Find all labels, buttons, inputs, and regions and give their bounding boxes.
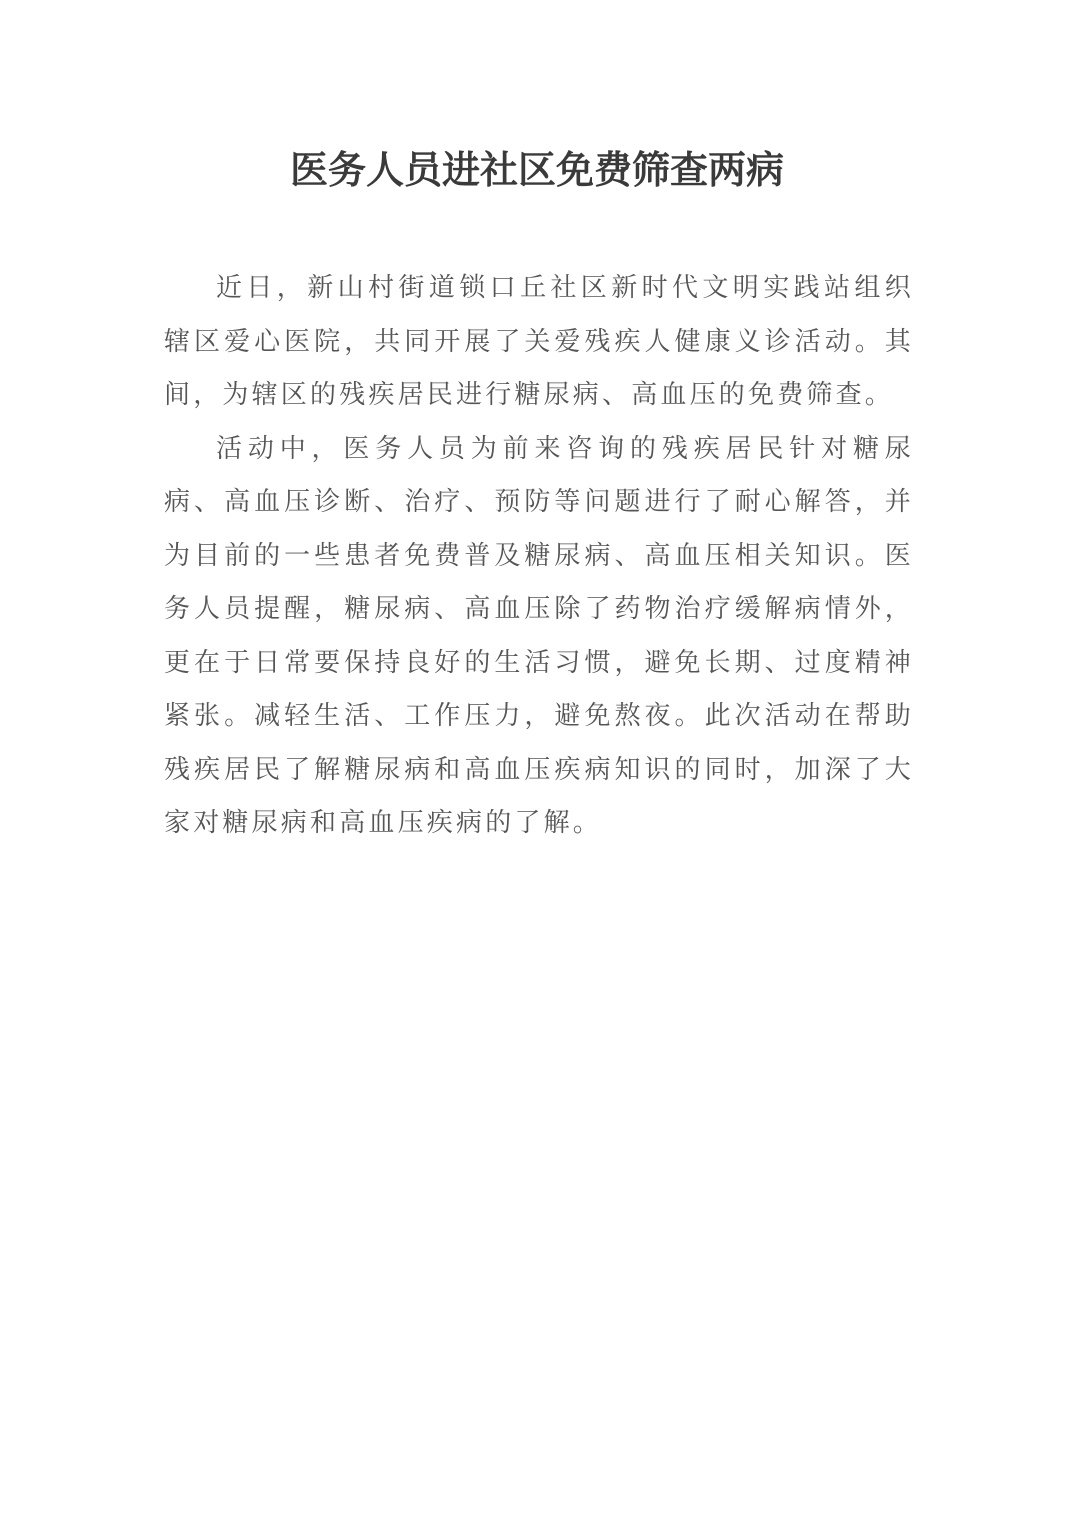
paragraph-1: 近日，新山村街道锁口丘社区新时代文明实践站组织辖区爱心医院，共同开展了关爱残疾人健康义诊活动。其间，为辖区的残疾居民进行糖尿病、高血压的免费筛查。 — [164, 273, 914, 410]
paragraph-2: 活动中，医务人员为前来咨询的残疾居民针对糖尿病、高血压诊断、治疗、预防等问题进行了耐心解答，并为目前的一些患者免费普及糖尿病、高血压相关知识。医务人员提醒，糖尿病、高血压除了药物治疗缓解病情外，更在于日常要保持良好的生活习惯，避免长期、过度精神紧张。减轻生活、工作压力，避免熬夜。此次活动在帮助残疾居民了解糖尿病和高血压疾病知识的同时，加深了大家对糖尿病和高血压疾病的了解。 — [164, 433, 914, 838]
page-title: 医务人员进社区免费筛查两病 — [289, 147, 784, 192]
article-body — [164, 262, 914, 851]
